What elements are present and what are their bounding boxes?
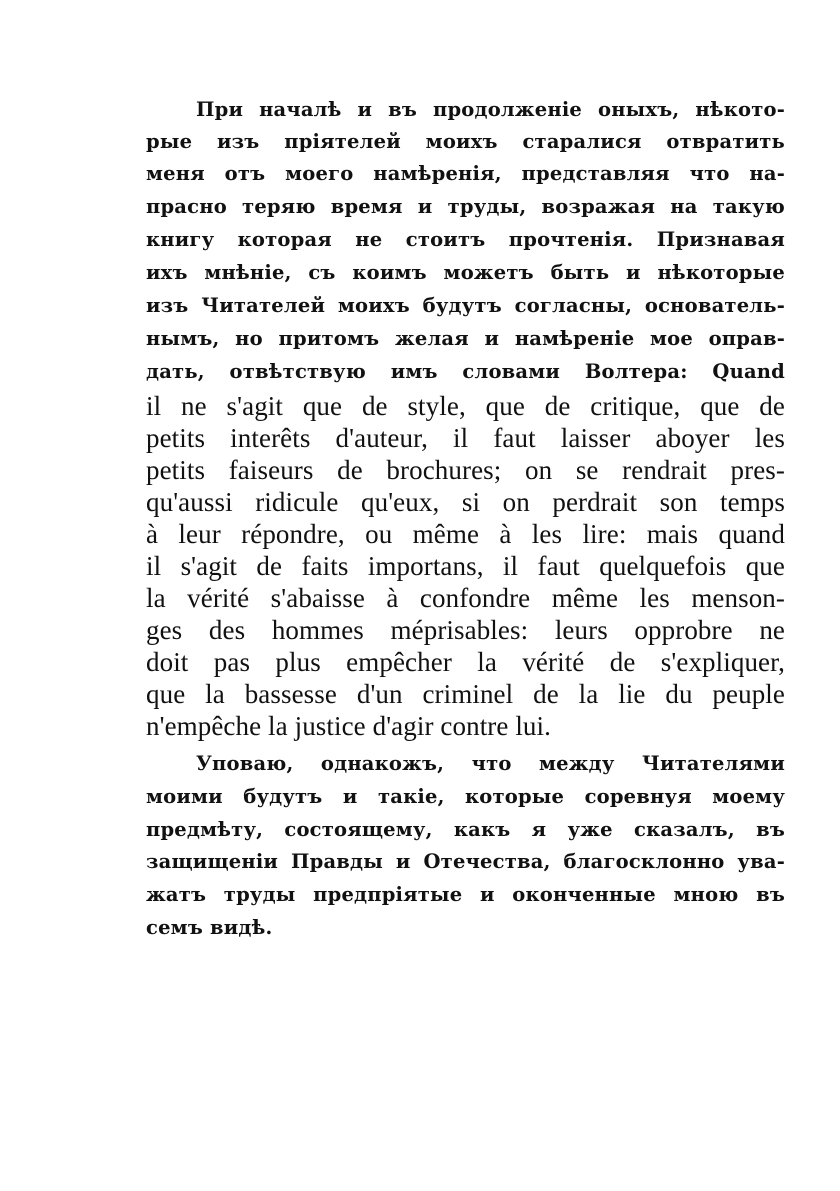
text-line: меня отъ моего намѣренія, представляя что на- [146,162,785,185]
text-line: que la bassesse d'un criminel de la lie du peuple [146,679,785,709]
text-line: жатъ труды предпріятые и оконченные мною въ [146,883,785,906]
text-line: n'empêche la justice d'agir contre lui. [146,711,551,741]
text-line: дать, отвѣтствую имъ словами Волтера: Quand [146,360,785,383]
text-line: предмѣту, состоящему, какъ я уже сказалъ, въ [146,818,785,841]
text-line: прасно теряю время и труды, возражая на такую [146,195,785,218]
text-line: нымъ, но притомъ желая и намѣреніе мое оправ- [146,327,785,350]
text-line: qu'aussi ridicule qu'eux, si on perdrait son temps [146,487,785,517]
text-line: petits interêts d'auteur, il faut laisser aboyer les [146,423,785,453]
text-line: книгу которая не стоитъ прочтенія. Признавая [146,228,785,251]
text-line: семъ видѣ. [146,916,273,939]
text-line: petits faiseurs de brochures; on se rendrait pres- [146,455,785,485]
text-line: la vérité s'abaisse à confondre même les menson- [146,583,785,613]
text-line: ges des hommes méprisables: leurs opprobre ne [146,615,785,645]
text-line: il ne s'agit que de style, que de critique, que de [146,391,785,421]
text-line: При началѣ и въ продолженіе оныхъ, нѣкото- [196,98,785,121]
text-line: ихъ мнѣніе, съ коимъ можетъ быть и нѣкоторые [146,261,785,284]
text-line: il s'agit de faits importans, il faut quelquefois que [146,551,785,581]
text-line: рые изъ пріятелей моихъ старалися отвратить [146,130,785,153]
text-line: doit pas plus empêcher la vérité de s'expliquer, [146,647,785,677]
text-line: моими будутъ и такіе, которые соревнуя моему [146,785,785,808]
text-line: Уповаю, однакожъ, что между Читателями [196,752,785,775]
text-line: à leur répondre, ou même à les lire: mais quand [146,519,785,549]
text-line: изъ Читателей моихъ будутъ согласны, основатель- [146,294,785,317]
text-line: защищеніи Правды и Отечества, благосклонно ува- [146,850,785,873]
